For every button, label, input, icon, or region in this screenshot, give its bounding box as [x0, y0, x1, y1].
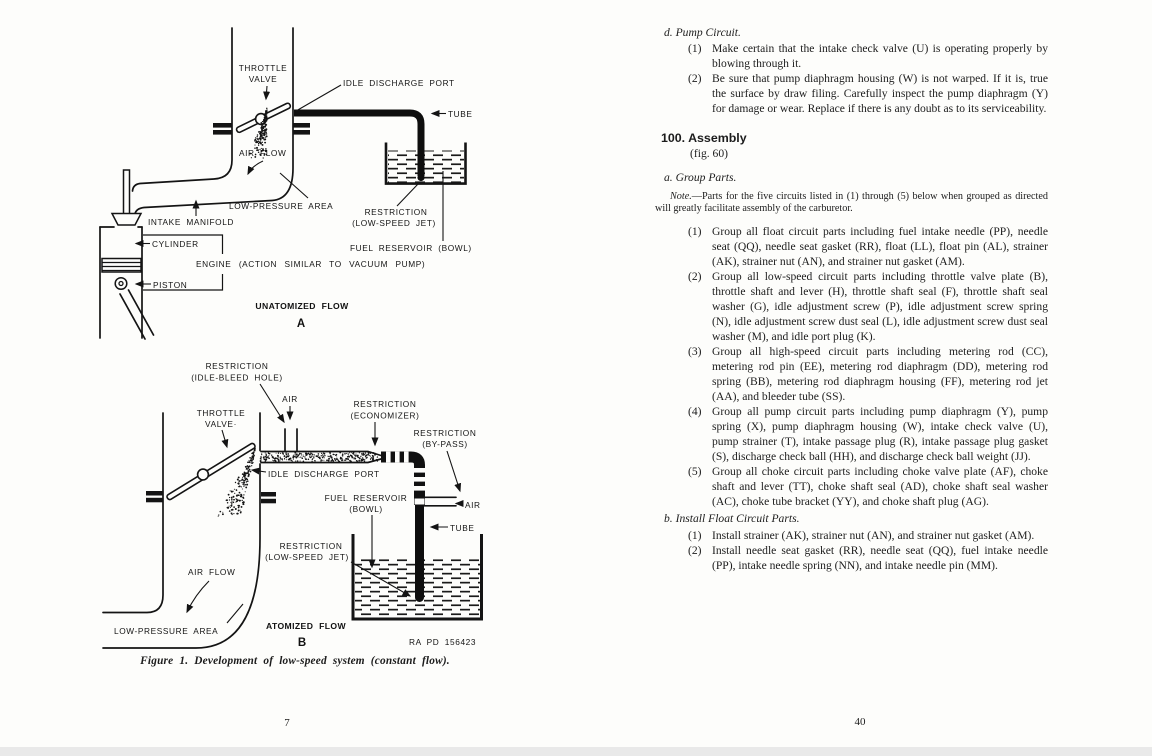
wrist-pin [115, 278, 127, 290]
label-restriction-low-speed-a: (LOW-SPEED JET) [352, 218, 436, 228]
throttle-valve-plate-b [166, 443, 256, 501]
item-number: (2) [688, 543, 702, 557]
section-100-heading: 100. Assembly [661, 131, 747, 145]
label-throttle-valve-a: THROTTLE [238, 63, 288, 73]
right-page-number: 40 [854, 716, 866, 728]
label-tube-a: TUBE [448, 109, 473, 119]
item-text: Make certain that the intake check valve (U) is operating properly by blowing through it. [712, 42, 1048, 70]
item-number: (3) [688, 344, 702, 358]
intake-valve-head [112, 214, 141, 226]
bypass-channel [424, 497, 456, 506]
connecting-rod [120, 290, 154, 339]
label-throttle-valve-b: VALVE· [205, 419, 237, 429]
note-text: —Parts for the five circuits listed in (1) through (5) below when grouped as directed will greatly facilitate assembly of the carburetor. [655, 191, 1048, 215]
boss-left-b [146, 491, 163, 496]
item-text: Be sure that pump diaphragm housing (W) is not warped. If it is, true the surface by draw filing. Carefully inspect the pump diaphragm (Y) for damage or wear. Replace if there is any doubt as to its serviceability. [712, 72, 1048, 115]
boss-left-a [213, 130, 232, 135]
section-b-heading: b. Install Float Circuit Parts. [664, 511, 800, 525]
label-idle-discharge-port-b: IDLE DISCHARGE PORT [268, 469, 380, 479]
label-restriction-low-speed-b: (LOW-SPEED JET) [265, 552, 349, 562]
list-item [688, 344, 1048, 404]
label-restriction-bypass: RESTRICTION [413, 428, 477, 438]
tube-tip-b [415, 593, 424, 602]
label-restriction-idle-bleed: RESTRICTION [205, 361, 269, 371]
item-text: Group all low-speed circuit parts including throttle valve plate (B), throttle shaft and lever (H), throttle shaft seal (F), throttle shaft seal washer (G), idle adjustment screw (P), idle adjustment screw spring (N), idle adjustment screw dust seal (L), idle adjustment screw dust seal washer (M), and idle port plug (K). [712, 269, 1048, 343]
arrow-air-flow-b [187, 581, 209, 612]
boss-right-b [261, 492, 276, 497]
list-item [688, 71, 1048, 116]
arrow-throttle-b [222, 430, 227, 447]
label-engine: ENGINE (ACTION SIMILAR TO VACUUM PUMP) [196, 259, 426, 269]
label-throttle-valve-a: VALVE [248, 74, 278, 84]
label-piston: PISTON [153, 280, 188, 290]
label-air-flow-a: AIR FLOW [239, 148, 287, 158]
item-text: Group all pump circuit parts including pump diaphragm (Y), pump spring (X), pump diaphragm housing (W), intake check valve (U), pump strainer (T), intake passage plug (R), intake passage plug gasket (S), discharge check ball (HH), and discharge check ball weight (JJ). [712, 404, 1048, 463]
list-item [688, 528, 1048, 543]
boss-right-a [293, 123, 310, 128]
label-cylinder: CYLINDER [152, 239, 199, 249]
throttle-shaft-b [198, 469, 209, 480]
list-item [688, 269, 1048, 344]
label-unatomized-flow: UNATOMIZED FLOW [255, 301, 349, 311]
label-air-side: AIR [465, 500, 481, 510]
air-bleed-tube [285, 429, 297, 451]
section-a-heading: a. Group Parts. [664, 171, 737, 184]
boss-left-a [213, 123, 232, 128]
leader-idle-bleed [260, 384, 284, 422]
label-fuel-reservoir-b: (BOWL) [349, 504, 383, 514]
item-number: (4) [688, 404, 702, 418]
item-number: (2) [688, 269, 702, 283]
arrow-air-flow-a [248, 161, 263, 174]
label-atomized-flow: ATOMIZED FLOW [266, 621, 346, 631]
boss-right-a [293, 130, 310, 135]
barrel-wall-left-b [103, 413, 163, 613]
bypass-opening [415, 499, 425, 505]
tube-tip-a [417, 174, 424, 181]
diagram-b-letter: B [297, 637, 307, 649]
label-low-pressure-area-b: LOW-PRESSURE AREA [114, 626, 219, 636]
label-restriction-low-speed-a: RESTRICTION [364, 207, 428, 217]
scan-bottom-edge [0, 747, 1152, 756]
label-restriction-low-speed-b: RESTRICTION [279, 541, 343, 551]
note-paragraph [655, 191, 1048, 216]
label-tube-b: TUBE [450, 523, 475, 533]
diagram-a-letter: A [296, 318, 306, 330]
item-number: (1) [688, 42, 702, 55]
right-page-text-column [655, 0, 1048, 573]
label-restriction-idle-bleed: (IDLE-BLEED HOLE) [191, 372, 283, 383]
label-idle-discharge-port-a: IDLE DISCHARGE PORT [343, 78, 455, 88]
diagram-b [103, 361, 482, 649]
item-number: (2) [688, 72, 702, 85]
boss-right-b [261, 499, 276, 504]
label-low-pressure-area-a: LOW-PRESSURE AREA [229, 201, 334, 211]
figure-caption: Figure 1. Development of low-speed system (constant flow). [140, 655, 450, 667]
item-number: (1) [688, 528, 702, 542]
plate-id: RA PD 156423 [409, 637, 477, 647]
diagram-a [100, 28, 473, 339]
left-page-number: 7 [284, 717, 290, 729]
arrow-idle-port-b [252, 470, 266, 472]
leader-restriction-a [397, 184, 418, 206]
label-air-top: AIR [282, 394, 298, 404]
list-item [688, 543, 1048, 573]
list-item [688, 41, 1048, 71]
item-number: (5) [688, 464, 702, 478]
item-text: Group all choke circuit parts including choke valve plate (AF), choke shaft and lever (TT), choke shaft seal (AD), choke shaft seal washer (AC), choke tube bracket (YY), and choke shaft plug (AG). [712, 464, 1048, 508]
item-text: Install strainer (AK), strainer nut (AN), and strainer nut gasket (AM). [712, 528, 1035, 542]
wrist-pin-center [119, 282, 123, 286]
figure-reference: (fig. 60) [690, 147, 728, 160]
label-restriction-economizer: RESTRICTION [353, 399, 417, 409]
label-fuel-reservoir-a: FUEL RESERVOIR (BOWL) [350, 243, 472, 253]
barrel-wall-right-a [135, 28, 293, 214]
list-item [688, 404, 1048, 464]
label-intake-manifold: INTAKE MANIFOLD [148, 217, 235, 227]
leader-bypass [447, 451, 460, 491]
arrow-throttle-a [266, 86, 267, 99]
item-number: (1) [688, 224, 702, 238]
piston-ring-lines [102, 263, 141, 271]
list-item [688, 224, 1048, 269]
list-item [688, 464, 1048, 509]
leader-low-pressure-a [280, 173, 308, 198]
intake-valve-stem [124, 170, 130, 214]
label-restriction-bypass: (BY-PASS) [422, 439, 468, 449]
item-text: Group all float circuit parts including fuel intake needle (PP), needle seat (QQ), needle seat gasket (RR), float (LL), float pin (AL), strainer (AK), strainer nut (AN), and strainer nut gasket (AM). [712, 224, 1048, 268]
label-restriction-economizer: (ECONOMIZER) [350, 410, 420, 421]
section-d-heading: d. Pump Circuit. [664, 26, 741, 39]
leader-idle-port-a [296, 85, 341, 111]
boss-left-b [146, 498, 163, 503]
leader-low-pressure-b [227, 604, 243, 623]
label-air-flow-b: AIR FLOW [188, 567, 236, 577]
note-label: Note. [670, 191, 692, 202]
fuel-a [388, 151, 464, 183]
mixture-stipple [260, 452, 378, 463]
engine-assembly [100, 170, 154, 339]
barrel-wall-left-a [133, 28, 233, 191]
label-throttle-valve-b: THROTTLE [196, 408, 246, 418]
label-fuel-reservoir-b: FUEL RESERVOIR [324, 493, 408, 503]
item-text: Group all high-speed circuit parts including metering rod (CC), metering rod pin (EE), metering rod diaphragm (DD), metering rod spring (BB), metering rod diaphragm housing (FF), metering rod jet (AA), and bleeder tube (SS). [712, 344, 1048, 403]
item-text: Install needle seat gasket (RR), needle seat (QQ), fuel intake needle (PP), intake needle spring (NN), and intake needle pin (MM). [712, 543, 1048, 572]
